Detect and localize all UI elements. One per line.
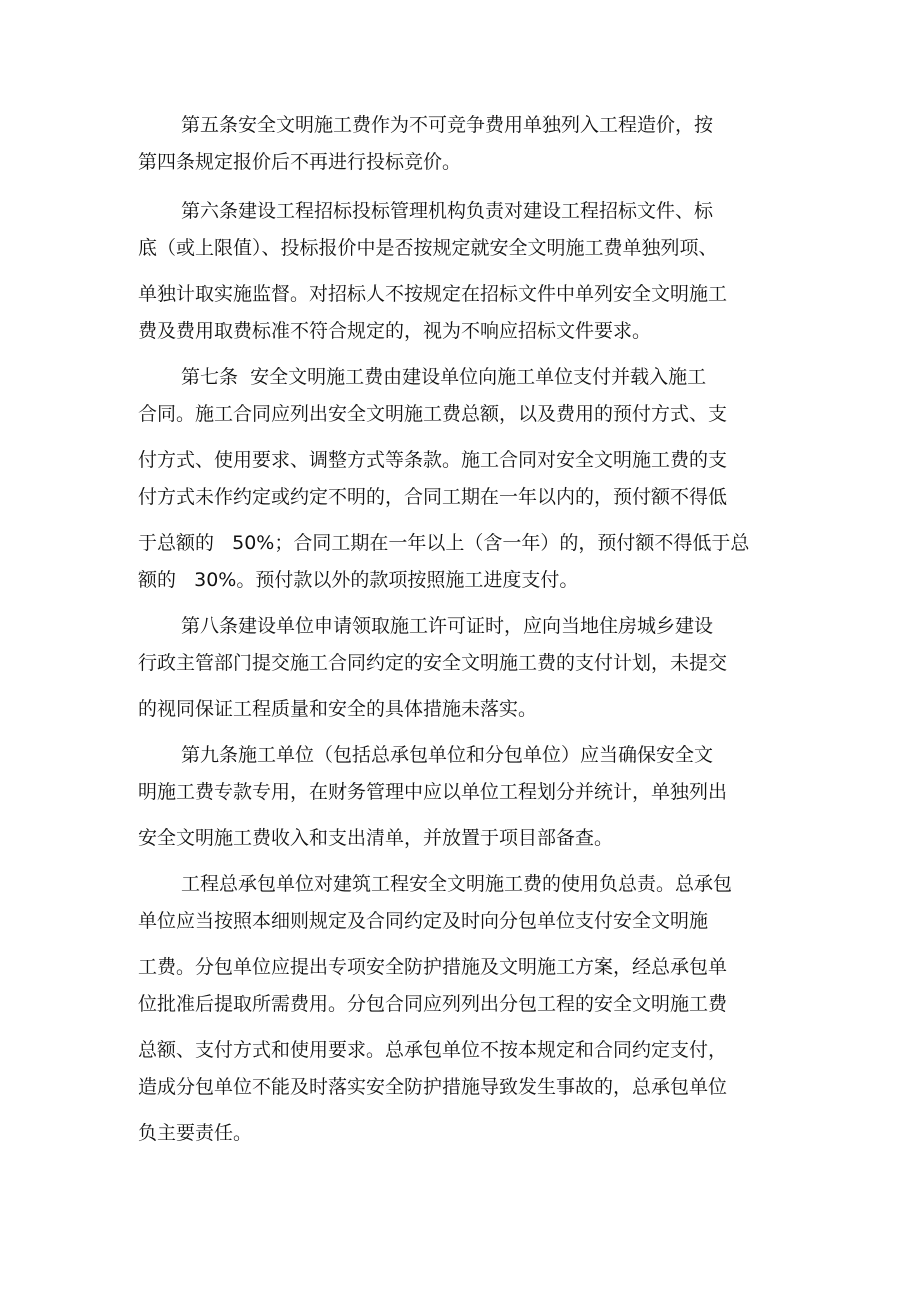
text-line: 行政主管部门提交施工合同约定的安全文明施工费的支付计划，未提交 [138,652,728,674]
text-line: 工程总承包单位对建筑工程安全文明施工费的使用负总责。总承包 [181,873,733,895]
text-line: 第九条施工单位（包括总承包单位和分包单位）应当确保安全文 [181,744,714,766]
text-line: 费及费用取费标准不符合规定的，视为不响应招标文件要求。 [138,320,652,342]
text-line: 于总额的 50%；合同工期在一年以上（含一年）的，预付额不得低于总 [138,532,750,554]
text-line: 的视同保证工程质量和安全的具体措施未落实。 [138,698,538,720]
text-line: 额的 30%。预付款以外的款项按照施工进度支付。 [138,569,579,591]
text-line: 第八条建设单位申请领取施工许可证时，应向当地住房城乡建设 [181,615,714,637]
text-line: 位批准后提取所需费用。分包合同应列列出分包工程的安全文明施工费 [138,993,728,1015]
text-line: 付方式未作约定或约定不明的，合同工期在一年以内的，预付额不得低 [138,486,728,508]
text-line: 合同。施工合同应列出安全文明施工费总额，以及费用的预付方式、支 [138,403,728,425]
text-line: 工费。分包单位应提出专项安全防护措施及文明施工方案，经总承包单 [138,956,728,978]
text-line: 付方式、使用要求、调整方式等条款。施工合同对安全文明施工费的支 [138,449,728,471]
text-line: 总额、支付方式和使用要求。总承包单位不按本规定和合同约定支付， [138,1039,728,1061]
text-line: 单独计取实施监督。对招标人不按规定在招标文件中单列安全文明施工 [138,283,728,305]
text-line: 第六条建设工程招标投标管理机构负责对建设工程招标文件、标 [181,200,714,222]
text-line: 明施工费专款专用，在财务管理中应以单位工程划分并统计，单独列出 [138,781,728,803]
text-line: 安全文明施工费收入和支出清单，并放置于项目部备查。 [138,827,614,849]
text-line: 单位应当按照本细则规定及合同约定及时向分包单位支付安全文明施 [138,910,709,932]
text-line: 底（或上限值）、投标报价中是否按规定就安全文明施工费单独列项、 [138,237,718,259]
text-line: 第五条安全文明施工费作为不可竞争费用单独列入工程造价，按 [181,114,714,136]
text-line: 第四条规定报价后不再进行投标竞价。 [138,151,462,173]
text-line: 负主要责任。 [138,1122,253,1144]
text-line: 第七条 安全文明施工费由建设单位向施工单位支付并载入施工 [181,366,707,388]
text-line: 造成分包单位不能及时落实安全防护措施导致发生事故的，总承包单位 [138,1076,728,1098]
